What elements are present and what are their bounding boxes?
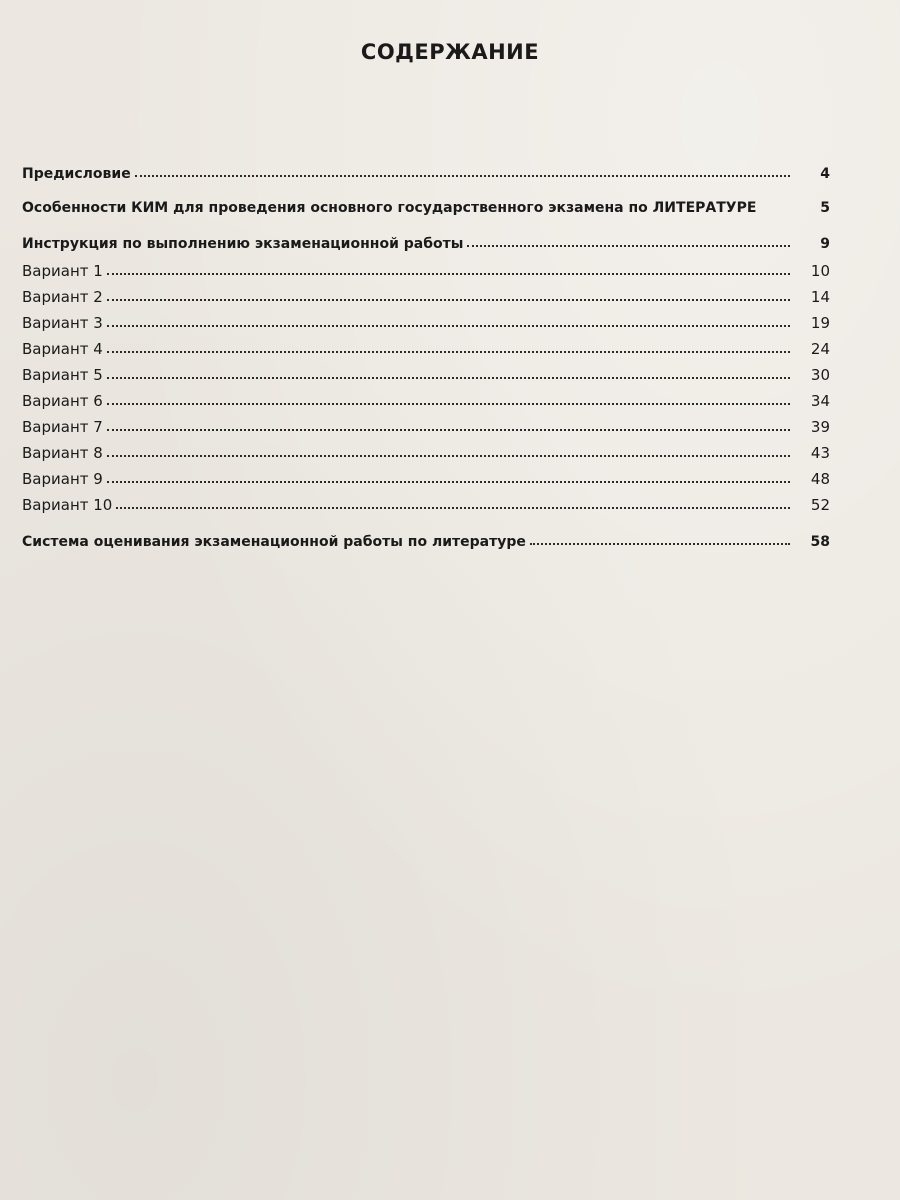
- toc-page-number: 24: [810, 340, 830, 358]
- toc-page-number: 43: [810, 444, 830, 462]
- toc-leader-dots: [107, 299, 790, 301]
- toc-entry-label: Вариант 1: [22, 262, 103, 280]
- toc-page-number: 5: [820, 200, 830, 216]
- toc-page-number: 14: [810, 288, 830, 306]
- toc-page-number: 48: [810, 470, 830, 488]
- toc-leader-dots: [467, 245, 790, 247]
- toc-leader-dots: [107, 455, 790, 457]
- toc-leader-dots: [107, 377, 790, 379]
- table-of-contents: [22, 156, 830, 550]
- toc-entry-kim-features: [22, 190, 830, 216]
- toc-entry-label: Инструкция по выполнению экзаменационной работы: [22, 236, 464, 252]
- toc-page-number: 10: [810, 262, 830, 280]
- toc-entry-variant-3: [22, 306, 830, 332]
- toc-entry-variant-6: [22, 384, 830, 410]
- toc-entry-label: Особенности КИМ для проведения основного государственного экзамена по ЛИТЕРАТУРЕ: [22, 200, 757, 216]
- toc-entry-label: Предисловие: [22, 166, 131, 182]
- toc-page-number: 4: [820, 166, 830, 182]
- toc-entry-variant-1: [22, 254, 830, 280]
- toc-entry-variant-2: [22, 280, 830, 306]
- toc-entry-label: Вариант 8: [22, 444, 103, 462]
- toc-entry-variant-9: [22, 462, 830, 488]
- toc-entry-label: Вариант 3: [22, 314, 103, 332]
- toc-leader-dots: [107, 481, 790, 483]
- toc-entry-instructions: [22, 226, 830, 252]
- toc-leader-dots: [107, 429, 790, 431]
- toc-entry-label: Вариант 4: [22, 340, 103, 358]
- toc-leader-dots: [107, 351, 790, 353]
- toc-page-number: 30: [810, 366, 830, 384]
- toc-entry-label: Вариант 6: [22, 392, 103, 410]
- toc-page-number: 52: [810, 496, 830, 514]
- toc-leader-dots: [107, 325, 790, 327]
- toc-entry-grading-system: [22, 524, 830, 550]
- toc-entry-label: Вариант 9: [22, 470, 103, 488]
- toc-page-number: 19: [810, 314, 830, 332]
- toc-leader-dots: [107, 273, 790, 275]
- toc-leader-dots: [116, 507, 790, 509]
- toc-entry-label: Вариант 10: [22, 496, 113, 514]
- toc-entry-label: Вариант 5: [22, 366, 103, 384]
- toc-page-number: 58: [810, 534, 830, 550]
- toc-entry-variant-4: [22, 332, 830, 358]
- toc-leader-dots: [530, 543, 790, 545]
- toc-page-number: 34: [810, 392, 830, 410]
- toc-page-number: 9: [820, 236, 830, 252]
- toc-entry-variant-7: [22, 410, 830, 436]
- toc-page-number: 39: [810, 418, 830, 436]
- toc-entry-label: Вариант 7: [22, 418, 103, 436]
- toc-leader-dots: [135, 175, 790, 177]
- toc-entry-label: Вариант 2: [22, 288, 103, 306]
- toc-leader-dots: [107, 403, 790, 405]
- toc-entry-variant-8: [22, 436, 830, 462]
- toc-entry-variant-10: [22, 488, 830, 514]
- toc-entry-label: Система оценивания экзаменационной работы по литературе: [22, 534, 526, 550]
- toc-entry-variant-5: [22, 358, 830, 384]
- toc-title: СОДЕРЖАНИЕ: [360, 40, 540, 64]
- toc-entry-preface: [22, 156, 830, 182]
